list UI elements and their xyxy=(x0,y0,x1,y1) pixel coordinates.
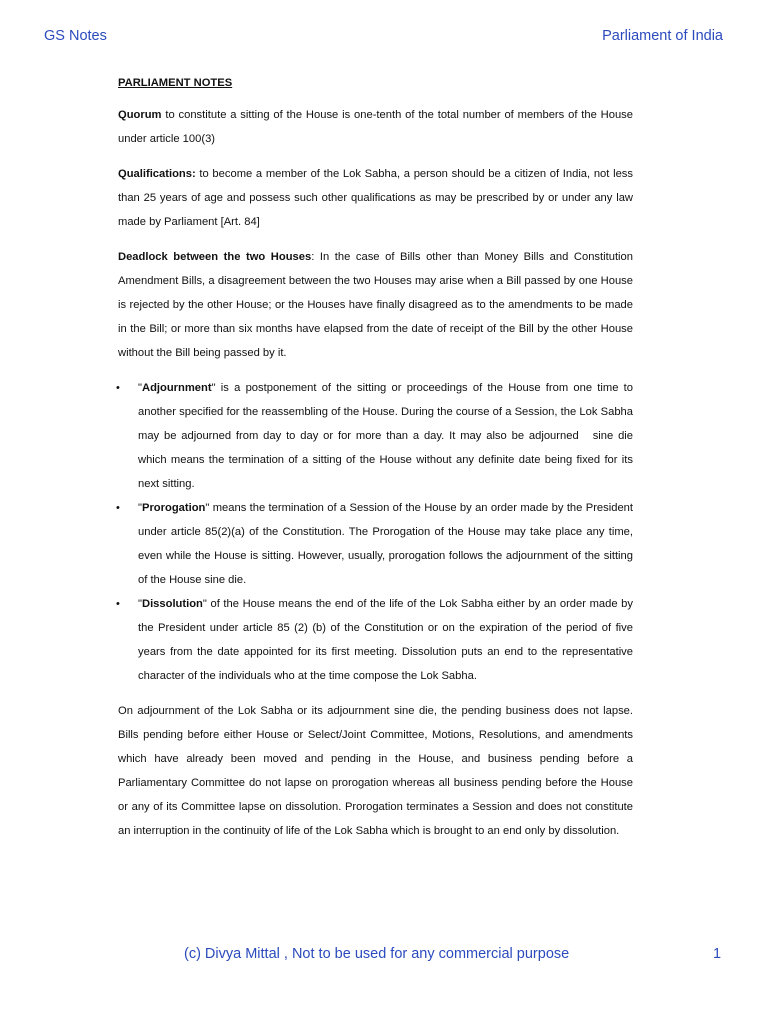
prorogation-term: Prorogation xyxy=(141,502,206,514)
definitions-list xyxy=(118,376,633,688)
dissolution-text: of the House means the end of the life of the Lok Sabha either by an order made by the President under article 85 (2) (b) of the Constitution or on the expiration of the period of five years from the date appointed for its first meeting. Dissolution puts an end to the representative character of the individuals who at the time compose the Lok Sabha. xyxy=(138,598,633,682)
bullet-icon: • xyxy=(116,382,120,394)
list-item-dissolution xyxy=(118,592,633,688)
prorogation-text: means the termination of a Session of the House by an order made by the President under article 85(2)(a) of the Constitution. The Prorogation of the House may take place any time, even while the House is sitting. However, usually, prorogation follows the adjournment of the sitting of the House sine die. xyxy=(138,502,633,586)
closing-paragraph: On adjournment of the Lok Sabha or its adjournment sine die, the pending business does not lapse. Bills pending before either House or Select/Joint Committee, Motions, Resolutions, and amendments which have already been moved and pending in the House, and business pending before a Parliamentary Committee do not lapse on prorogation whereas all business pending before the House or any of its Committee lapse on dissolution. Prorogation terminates a Session and does not constitute an interruption in the continuity of life of the Lok Sabha which is brought to an end only by dissolution. xyxy=(118,705,633,837)
quote-open: " xyxy=(138,382,142,394)
quote-close: " xyxy=(211,382,216,394)
quorum-term: Quorum xyxy=(118,109,162,121)
deadlock-term: Deadlock between the two Houses xyxy=(118,251,312,263)
quote-close: " xyxy=(205,502,210,514)
qualifications-term: Qualifications: xyxy=(118,168,196,180)
adjournment-term: Adjournment xyxy=(141,382,212,394)
qualifications-paragraph xyxy=(118,162,633,234)
list-item-prorogation xyxy=(118,496,633,592)
adjournment-text-cont: sine die which means the termination of a sitting of the House without any definite date being fixed for its next sitting. xyxy=(138,430,634,490)
document-body xyxy=(118,73,633,854)
quote-close: " xyxy=(202,598,207,610)
list-item-adjournment xyxy=(118,376,633,496)
quorum-text: to constitute a sitting of the House is one-tenth of the total number of members of the House under article 100(3) xyxy=(118,109,633,145)
quorum-paragraph xyxy=(118,103,633,151)
document-title: PARLIAMENT NOTES xyxy=(118,77,233,89)
page-number: 1 xyxy=(713,946,722,962)
header-right-title: Parliament of India xyxy=(602,28,723,44)
deadlock-text: : In the case of Bills other than Money Bills and Constitution Amendment Bills, a disagreement between the two Houses may arise when a Bill passed by one House is rejected by the other House; or the Houses have finally disagreed as to the amendments to be made in the Bill; or more than six months have elapsed from the date of receipt of the Bill by the other House without the Bill being passed by it. xyxy=(118,251,633,359)
quote-open: " xyxy=(138,502,142,514)
bullet-icon: • xyxy=(116,598,120,610)
bullet-icon: • xyxy=(116,502,120,514)
deadlock-paragraph xyxy=(118,245,633,365)
quote-open: " xyxy=(138,598,142,610)
footer-copyright: (c) Divya Mittal , Not to be used for any commercial purpose xyxy=(184,946,570,962)
dissolution-term: Dissolution xyxy=(141,598,203,610)
header-left-title: GS Notes xyxy=(44,28,107,44)
qualifications-text: to become a member of the Lok Sabha, a person should be a citizen of India, not less than 25 years of age and possess such other qualifications as may be prescribed by or under any law made by Parliament [Art. 84] xyxy=(118,168,633,228)
adjournment-text: is a postponement of the sitting or proceedings of the House from one time to another specified for the reassembling of the House. During the course of a Session, the Lok Sabha may be adjourned from day to day or for more than a day. It may also be adjourned xyxy=(138,382,633,442)
